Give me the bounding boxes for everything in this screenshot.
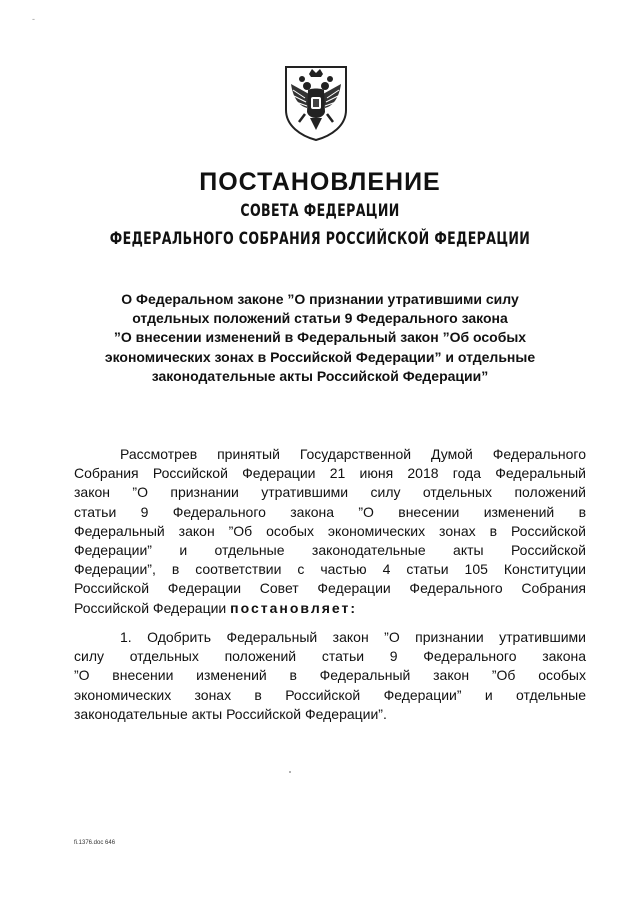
paragraph-line: законодательные акты Российской Федерации”. (74, 705, 387, 722)
paragraph-line: ”О внесении изменений в Федеральный закон ”Об особых (74, 667, 586, 684)
paragraph-line: Российской Федерации Совет Федерации Федерального Собрания (74, 580, 586, 597)
heading-line: О Федеральном законе ”О признании утратившими силу (121, 291, 519, 307)
paragraph-line: Собрания Российской Федерации 21 июня 2018 года Федеральный (74, 465, 586, 482)
paragraph-line: 1. Одобрить Федеральный закон ”О признании утратившими (120, 629, 586, 645)
clause-1-paragraph (74, 628, 586, 724)
heading-line: отдельных положений статьи 9 Федерального закона (132, 310, 508, 327)
paragraph-last-line (74, 599, 586, 618)
heading-line: экономических зонах в Российской Федерации” и отдельные (104, 348, 536, 365)
paragraph-line: Рассмотрев принятый Государственной Думой Федерального (120, 446, 586, 462)
issuer-line-1: СОВЕТА ФЕДЕРАЦИИ (240, 201, 400, 221)
preamble-paragraph (74, 445, 586, 618)
paragraph-line: закон ”О признании утратившими силу отдельных положений (74, 484, 586, 501)
resolves-keyword: постановляет: (230, 599, 358, 616)
paragraph-line: Федерации”, в соответствии с частью 4 статьи 105 Конституции (74, 561, 586, 578)
paragraph-line: силу отдельных положений статьи 9 Федерального закона (74, 648, 586, 665)
document-footer-code: fi.1376.doc 646 (74, 840, 116, 846)
document-title: ПОСТАНОВЛЕНИЕ (199, 168, 441, 196)
paragraph-line: Федерации” и отдельные законодательные акты Российской (74, 542, 586, 559)
issuer-line-2: ФЕДЕРАЛЬНОГО СОБРАНИЯ РОССИЙСКОЙ ФЕДЕРАЦИИ (109, 229, 531, 249)
paragraph-line-prefix: Российской Федерации (74, 599, 231, 616)
coat-of-arms-emblem (283, 64, 349, 142)
paragraph-line: экономических зонах в Российской Федерации” и отдельные (74, 686, 586, 703)
paragraph-line: Федеральный закон ”Об особых экономических зонах в Российской (74, 522, 586, 539)
heading-line: ”О внесении изменений в Федеральный закон ”Об особых (113, 329, 527, 346)
paragraph-line: статьи 9 Федерального закона ”О внесении изменений в (74, 503, 586, 520)
heading-line: законодательные акты Российской Федерации” (151, 367, 489, 384)
resolution-heading (60, 290, 580, 386)
scan-speck (289, 771, 291, 773)
corner-mark: - (32, 14, 35, 24)
